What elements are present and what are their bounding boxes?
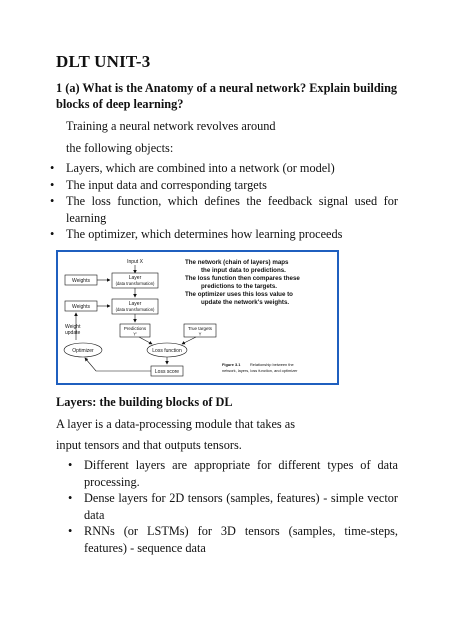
predictions-sub: Y': [133, 331, 137, 337]
true-targets-label: True targets: [187, 326, 213, 331]
bullet-icon: •: [68, 524, 73, 538]
bullet-icon: •: [50, 177, 55, 192]
description-line: The loss function then compares these: [185, 275, 300, 282]
description-line: update the network's weights.: [201, 299, 290, 306]
description-line: the input data to predictions.: [201, 267, 286, 274]
list-item-text: The optimizer, which determines how learning proceeds: [66, 227, 343, 241]
true-targets-sub: Y: [198, 331, 202, 337]
list-item-text: Dense layers for 2D tensors (samples, features) - simple vector data: [84, 491, 398, 522]
list-item-text: RNNs (or LSTMs) for 3D tensors (samples, time-steps, features) - sequence data: [84, 524, 398, 555]
list-item: [50, 160, 398, 177]
weights-label-2: Weights: [72, 304, 90, 310]
loss-score-label: Loss score: [154, 369, 180, 375]
figure-caption-line-2: network, layers, loss function, and optimizer: [222, 368, 298, 373]
list-item: [68, 490, 398, 523]
description-line: predictions to the targets.: [201, 283, 277, 290]
bullet-icon: •: [50, 161, 55, 175]
layers-list: [68, 457, 398, 556]
predictions-label: Predictions: [123, 326, 147, 331]
bullet-icon: •: [68, 458, 73, 472]
bullet-icon: •: [50, 227, 55, 241]
weight-update-label-1: Weight: [65, 324, 81, 330]
weights-label-1: Weights: [72, 278, 90, 284]
layer-sub-2: (data transformation): [115, 307, 155, 312]
list-item-text: Layers, which are combined into a network (or model): [66, 161, 335, 175]
figure-caption-number: Figure 3.1: [222, 362, 241, 367]
weight-update-label-2: update: [65, 330, 81, 336]
list-item: [68, 457, 398, 490]
list-item: [68, 523, 398, 556]
layer-sub-1: (data transformation): [115, 281, 155, 286]
description-line: The optimizer uses this loss value to: [185, 291, 293, 298]
section-heading: Layers: the building blocks of DL: [56, 395, 233, 409]
intro-line-1: Training a neural network revolves around: [66, 119, 276, 133]
list-item: [50, 226, 398, 243]
input-label: Input X: [127, 259, 143, 265]
figure-caption-line-1: Relationship between the: [250, 362, 294, 367]
bullet-icon: •: [50, 194, 55, 208]
description-line: The network (chain of layers) maps: [185, 259, 289, 266]
list-item-text: The loss function, which defines the feedback signal used for learning: [66, 194, 398, 225]
optimizer-label: Optimizer: [72, 348, 94, 354]
figure-panel: [58, 252, 337, 383]
anatomy-figure: [56, 250, 339, 385]
anatomy-diagram: [56, 250, 339, 385]
question-heading: 1 (a) What is the Anatomy of a neural network? Explain building blocks of deep learning?: [56, 81, 398, 111]
list-item: [50, 177, 398, 194]
list-item: [50, 193, 398, 226]
intro-line-2: the following objects:: [66, 141, 174, 155]
bullet-icon: •: [68, 491, 73, 505]
layer-label-1: Layer: [128, 275, 142, 281]
section-line-1: A layer is a data-processing module that takes as: [56, 417, 296, 431]
objects-list: [50, 160, 398, 243]
loss-function-label: Loss function: [152, 348, 182, 354]
list-item-text: Different layers are appropriate for different types of data processing.: [84, 458, 398, 489]
list-item-text: The input data and corresponding targets: [66, 177, 267, 192]
layer-label-2: Layer: [128, 301, 142, 307]
document-title: DLT UNIT-3: [56, 52, 151, 71]
section-line-2: input tensors and that outputs tensors.: [56, 438, 242, 452]
